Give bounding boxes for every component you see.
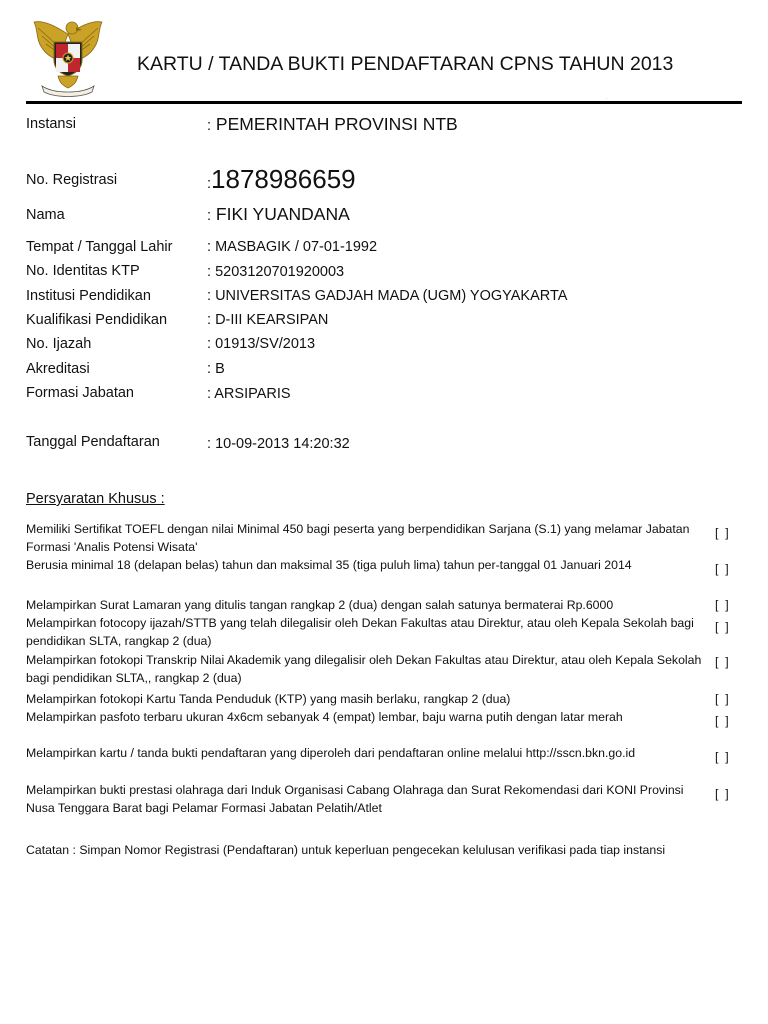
- colon-separator: :: [207, 208, 212, 224]
- label-kualifikasi-pendidikan: Kualifikasi Pendidikan: [26, 312, 168, 328]
- requirement-item: Melampirkan bukti prestasi olahraga dari Induk Organisasi Cabang Olahraga dan Surat Rekomendasi dari KONI Provinsi Nusa Tenggara Barat bagi Pelamar Formasi Jabatan Pelatih/Atlet: [26, 783, 684, 815]
- label-nama: Nama: [26, 207, 65, 223]
- qualification-text: D-III KEARSIPAN: [215, 312, 329, 328]
- registration-number: 1878986659: [211, 164, 356, 194]
- requirement-item: Melampirkan fotokopi Transkrip Nilai Akademik yang dilegalisir oleh Dekan Fakultas atau Direktur, atau oleh Kepala Sekolah bagi pendidikan SLTA,, rangkap 2 (dua): [26, 653, 702, 685]
- requirement-checkbox[interactable]: [ ]: [715, 620, 729, 634]
- label-no-registrasi: No. Registrasi: [26, 172, 118, 188]
- colon-separator: :: [207, 336, 212, 352]
- label-instansi: Instansi: [26, 116, 76, 132]
- value-akreditasi: [207, 361, 225, 377]
- label-tanggal-pendaftaran: Tanggal Pendaftaran: [26, 434, 160, 450]
- watermark-mark: ·: [606, 96, 608, 101]
- requirement-item: Berusia minimal 18 (delapan belas) tahun dan maksimal 35 (tiga puluh lima) tahun per-tanggal 01 Januari 2014: [26, 558, 632, 572]
- header-divider: [26, 101, 742, 104]
- value-institusi-pendidikan: [207, 288, 567, 304]
- institution-text: UNIVERSITAS GADJAH MADA (UGM) YOGYAKARTA: [215, 288, 568, 304]
- colon-separator: :: [207, 386, 212, 402]
- label-tempat-tanggal-lahir: Tempat / Tanggal Lahir: [26, 239, 173, 255]
- instansi-text: PEMERINTAH PROVINSI NTB: [215, 114, 458, 134]
- value-tanggal-pendaftaran: [207, 436, 350, 452]
- ktp-text: 5203120701920003: [215, 264, 345, 280]
- requirement-checkbox[interactable]: [ ]: [715, 598, 729, 612]
- requirement-checkbox[interactable]: [ ]: [715, 714, 729, 728]
- colon-separator: :: [207, 312, 212, 328]
- value-nama: [207, 204, 350, 225]
- colon-separator: :: [207, 118, 212, 134]
- label-akreditasi: Akreditasi: [26, 361, 90, 377]
- footer-note: Catatan : Simpan Nomor Registrasi (Pendaftaran) untuk keperluan pengecekan kelulusan verifikasi pada tiap instansi: [26, 843, 666, 857]
- requirement-checkbox[interactable]: [ ]: [715, 526, 729, 540]
- colon-separator: :: [207, 239, 212, 255]
- birth-text: MASBAGIK / 07-01-1992: [215, 239, 378, 255]
- requirement-checkbox[interactable]: [ ]: [715, 562, 729, 576]
- requirement-checkbox[interactable]: [ ]: [715, 787, 729, 801]
- registration-date-text: 10-09-2013 14:20:32: [215, 436, 350, 452]
- requirement-item: Melampirkan fotocopy ijazah/STTB yang telah dilegalisir oleh Dekan Fakultas atau Direktur, atau oleh Kepala Sekolah bagi pendidikan SLTA, rangkap 2 (dua): [26, 616, 694, 648]
- label-institusi-pendidikan: Institusi Pendidikan: [26, 288, 151, 304]
- garuda-emblem-icon: [28, 14, 108, 98]
- requirement-item: Melampirkan kartu / tanda bukti pendaftaran yang diperoleh dari pendaftaran online melalui http://sscn.bkn.go.id: [26, 746, 636, 760]
- value-kualifikasi-pendidikan: [207, 312, 328, 328]
- value-formasi-jabatan: [207, 386, 291, 402]
- value-instansi: [207, 114, 458, 135]
- value-no-registrasi: [207, 164, 356, 195]
- requirements-heading: Persyaratan Khusus :: [26, 491, 165, 507]
- requirement-item: Melampirkan pasfoto terbaru ukuran 4x6cm sebanyak 4 (empat) lembar, baju warna putih dengan latar merah: [26, 710, 623, 724]
- requirement-checkbox[interactable]: [ ]: [715, 655, 729, 669]
- requirement-checkbox[interactable]: [ ]: [715, 750, 729, 764]
- colon-separator: :: [207, 176, 212, 192]
- colon-separator: :: [207, 288, 212, 304]
- requirement-item: Melampirkan fotokopi Kartu Tanda Penduduk (KTP) yang masih berlaku, rangkap 2 (dua): [26, 692, 511, 706]
- name-text: FIKI YUANDANA: [215, 204, 350, 224]
- label-no-ijazah: No. Ijazah: [26, 336, 92, 352]
- requirement-checkbox[interactable]: [ ]: [715, 692, 729, 706]
- colon-separator: :: [207, 361, 212, 377]
- requirement-item: Memiliki Sertifikat TOEFL dengan nilai Minimal 450 bagi peserta yang berpendidikan Sarjana (S.1) yang melamar Jabatan Formasi 'Analis Potensi Wisata': [26, 522, 690, 554]
- accreditation-text: B: [215, 361, 225, 377]
- value-no-ijazah: [207, 336, 315, 352]
- value-tempat-tanggal-lahir: [207, 239, 377, 255]
- ijazah-text: 01913/SV/2013: [215, 336, 316, 352]
- colon-separator: :: [207, 264, 212, 280]
- position-text: ARSIPARIS: [214, 386, 291, 402]
- colon-separator: :: [207, 436, 212, 452]
- label-no-identitas-ktp: No. Identitas KTP: [26, 263, 140, 279]
- requirement-item: Melampirkan Surat Lamaran yang ditulis tangan rangkap 2 (dua) dengan salah satunya bermaterai Rp.6000: [26, 598, 614, 612]
- page-title: KARTU / TANDA BUKTI PENDAFTARAN CPNS TAHUN 2013: [137, 53, 674, 75]
- value-no-identitas-ktp: [207, 264, 344, 280]
- label-formasi-jabatan: Formasi Jabatan: [26, 385, 134, 401]
